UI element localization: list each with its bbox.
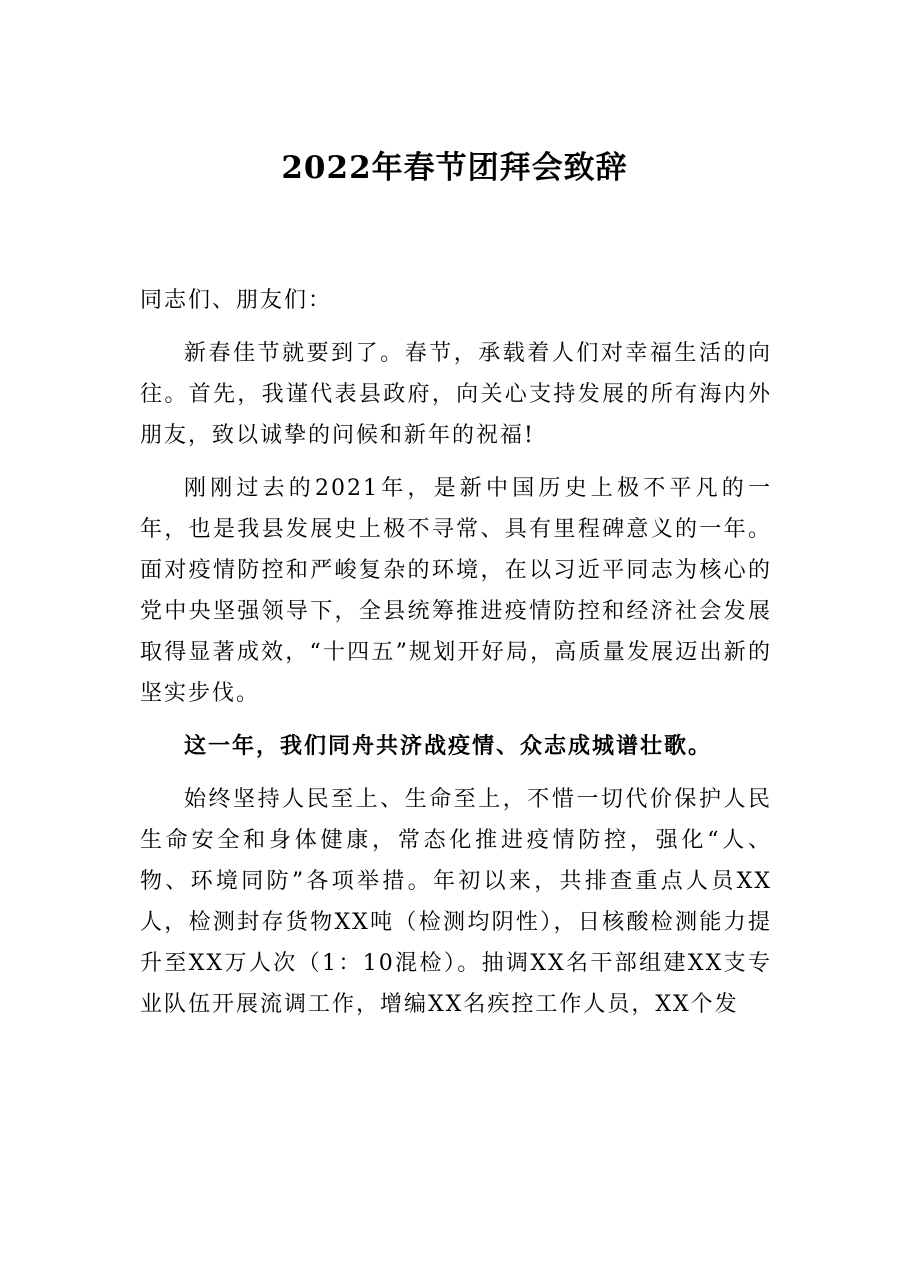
paragraph-review-2021: 刚刚过去的2021年，是新中国历史上极不平凡的一年，也是我县发展史上极不寻常、具有里程碑意义的一年。面对疫情防控和严峻复杂的环境，在以习近平同志为核心的党中央坚强领导下，全县统筹推进疫情防控和经济社会发展取得显著成效，“十四五”规划开好局，高质量发展迈出新的坚实步伐。	[140, 476, 772, 706]
paragraph-greeting: 新春佳节就要到了。春节，承载着人们对幸福生活的向往。首先，我谨代表县政府，向关心支持发展的所有海内外朋友，致以诚挚的问候和新年的祝福!	[140, 341, 772, 448]
document-title: 2022年春节团拜会致辞	[281, 150, 628, 186]
paragraph-epidemic: 始终坚持人民至上、生命至上，不惜一切代价保护人民生命安全和身体健康，常态化推进疫情防控，强化“人、物、环境同防”各项举措。年初以来，共排查重点人员XX人，检测封存货物XX吨（检测均阴性），日核酸检测能力提升至XX万人次（1：10混检）。抽调XX名干部组建XX支专业队伍开展流调工作，增编XX名疾控工作人员，XX个发	[140, 787, 772, 1017]
section-heading: 这一年，我们同舟共济战疫情、众志成城谱壮歌。	[184, 733, 713, 759]
salutation: 同志们、朋友们：	[140, 288, 333, 313]
document-body	[140, 280, 772, 1037]
